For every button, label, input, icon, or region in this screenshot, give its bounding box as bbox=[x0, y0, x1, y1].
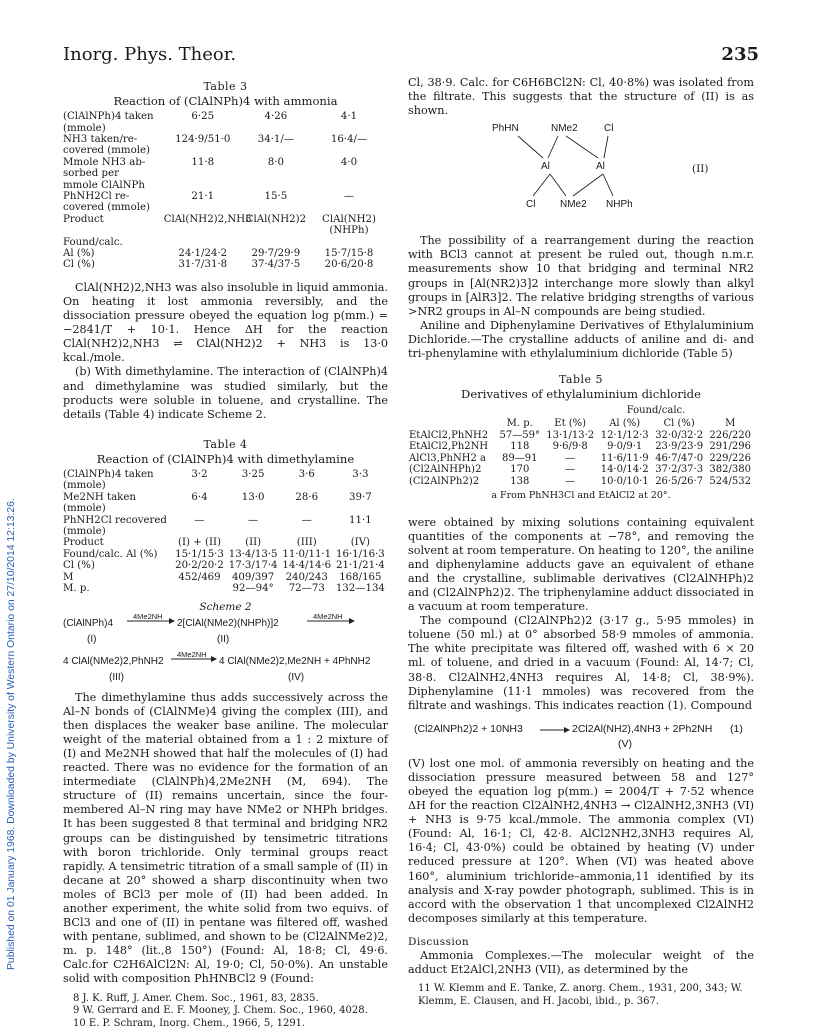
row-label: Me2NH taken (mmole) bbox=[63, 491, 136, 515]
table-cell: — bbox=[301, 514, 312, 526]
table-cell: 14·4/14·6 bbox=[282, 560, 332, 572]
table-cell: 89—91 bbox=[502, 452, 538, 464]
footnote: 9 W. Gerrard and E. F. Mooney, J. Chem. Soc., 1960, 4028. bbox=[73, 1005, 368, 1017]
table-cell: 15·7/15·8 bbox=[324, 248, 374, 260]
table-cell bbox=[174, 526, 226, 537]
equation-number: (1) bbox=[730, 722, 743, 735]
table-row bbox=[63, 145, 388, 156]
column-header: M bbox=[725, 418, 736, 430]
table-cell: — bbox=[343, 191, 355, 203]
table-cell: — bbox=[194, 514, 205, 526]
table-row bbox=[63, 515, 388, 526]
table5-subhead: Found/calc. bbox=[626, 405, 686, 417]
row-label: Product bbox=[63, 213, 104, 225]
table-row bbox=[63, 480, 388, 491]
table-cell: 46·7/47·0 bbox=[655, 452, 704, 464]
table-cell: 72—73 bbox=[288, 583, 325, 595]
paragraph: The possibility of a rearrangement during the reaction with BCl3 cannot at present be ruled out, though n.m.r. measurements show 10 that bridging and terminal NR2 groups in [Al(NR2)3]2 interchange more slowly than alkyl groups in [AlR3]2. The relative bridging strengths of various >NR2 groups in Al–N compounds are being studied. bbox=[408, 234, 754, 318]
scheme-reactant: 4 ClAl(NMe2)2,PhNH2 bbox=[63, 655, 164, 667]
row-label: PhNH2Cl recovered bbox=[63, 514, 167, 526]
atom-label: NMe2 bbox=[560, 199, 587, 211]
table-cell: 3·6 bbox=[298, 469, 315, 480]
table-row bbox=[408, 453, 754, 465]
table-cell: 132—134 bbox=[335, 583, 385, 595]
table-cell bbox=[310, 145, 388, 156]
table-cell bbox=[174, 583, 226, 594]
table-cell: (I) + (II) bbox=[178, 537, 221, 549]
row-label: M bbox=[63, 571, 74, 583]
table-cell bbox=[310, 180, 388, 191]
row-label: Cl (%) bbox=[63, 259, 95, 271]
watermark-text: Published on 01 January 1968. Downloaded by University of Western Ontario on 27/10/2014 12:13:26. bbox=[6, 498, 17, 970]
scheme-product: 4 ClAl(NMe2)2,Me2NH + 4PhNH2 bbox=[219, 655, 371, 667]
paragraph: Cl, 38·9. Calc. for C6H6BCl2N: Cl, 40·8%) was isolated from the filtrate. This suggests that the structure of (II) is as shown. bbox=[408, 76, 754, 118]
right-column bbox=[408, 76, 754, 1008]
paragraph: (V) lost one mol. of ammonia reversibly on heating and the dissociation pressure measured between 58 and 127° obeyed the equation log p(mm.) = 2004/T + 7·52 whence ΔH for the reaction Cl2AlNH2,4NH3 → Cl2AlNH2,3NH3 (VI) + NH3 is 9·75 kcal./mmole. The ammonia complex (VI) (Found: Al, 16·1; Cl, 42·8. AlCl2NH2,3NH3 requires Al, 16·4; Cl, 43·0%) could be obtained by heating (V) under reduced pressure at 120°. When (VI) was heated above 160°, aluminium trichloride–ammonia,11 identified by its analysis and X-ray powder photograph, sublimed. This is in accord with the observation 1 that uncomplexed Cl2AlNH2 decomposes similarly at this temperature. bbox=[408, 756, 754, 925]
atom-label: NHPh bbox=[606, 199, 633, 211]
compound-label: (V) bbox=[618, 737, 632, 750]
table4 bbox=[63, 469, 388, 594]
paragraph: Aniline and Diphenylamine Derivatives of Ethylaluminium Dichloride.—The crystalline adducts of aniline and di- and tri-phenylamine with ethylaluminium dichloride (Table 5) bbox=[408, 318, 754, 361]
page-number: 235 bbox=[721, 44, 759, 65]
table-cell: 20·6/20·8 bbox=[324, 259, 374, 271]
atom-label: Cl bbox=[604, 123, 614, 135]
table3 bbox=[63, 111, 388, 271]
table-cell: ClAl(NH2)2 bbox=[245, 213, 307, 225]
table-cell bbox=[164, 168, 242, 179]
table-row bbox=[63, 123, 388, 134]
table-cell: 10·0/10·1 bbox=[600, 475, 649, 487]
table-cell: 9·0/9·1 bbox=[607, 441, 643, 453]
row-label: (mmole) bbox=[63, 526, 106, 538]
table-cell: (IV) bbox=[350, 537, 371, 549]
table-cell: 3·2 bbox=[191, 469, 208, 480]
row-label: Cl (%) bbox=[63, 560, 95, 572]
table-cell bbox=[281, 480, 333, 491]
table-row bbox=[63, 549, 388, 560]
table-row bbox=[408, 430, 754, 442]
table-row bbox=[63, 469, 388, 480]
row-label: Al (%) bbox=[63, 248, 95, 260]
table-row bbox=[63, 180, 388, 191]
column-header: Cl (%) bbox=[663, 418, 695, 430]
paragraph: (b) With dimethylamine. The interaction of (ClAlNPh)4 and dimethylamine was studied similarly, but the products were soluble in toluene, and crystalline. The details (Table 4) indicate Scheme 2. bbox=[63, 365, 388, 421]
table-cell bbox=[281, 526, 333, 537]
table-row bbox=[63, 526, 388, 537]
table-cell bbox=[242, 202, 310, 213]
scheme-2 bbox=[63, 600, 388, 684]
journal-title: Inorg. Phys. Theor. bbox=[63, 44, 237, 65]
table-cell: 138 bbox=[510, 475, 530, 487]
table-cell: 168/165 bbox=[339, 571, 382, 583]
arrow-reagent: 4Me2NH bbox=[177, 649, 207, 659]
table-cell: 24·1/24·2 bbox=[178, 248, 228, 260]
table-cell: — bbox=[565, 464, 576, 476]
paragraph: The dimethylamine thus adds successively across the Al–N bonds of (ClAlNMe)4 giving the complex (III), and then displaces the weaker base aniline. The molecular weight of the material obtained from a 1 : 2 mixture of (I) and Me2NH showed that half the molecules of (I) had reacted. There was no evidence for the formation of an intermediate (ClAlNPh)4,2Me2NH (M, 694). The structure of (II) remains uncertain, since the four-membered Al–N ring may have NMe2 or NHPh bridges. It has been suggested 8 that terminal and bridging NR2 groups can be distinguished by tensimetric titrations with boron trichloride. Only terminal groups react rapidly. A tensimetric titration of a small sample of (II) in decane at 20° showed a sharp discontinuity when two moles of BCl3 per mole of (II) had been added. In another experiment, the white solid from two equivs. of BCl3 and one of (II) in pentane was filtered off, washed with pentane, sublimed, and shown to be (Cl2AlNMe2)2, m. p. 148° (lit.,8 150°) (Found: Al, 18·8; Cl, 49·6. Calc.for C2H6AlCl2N: Al, 19·0; Cl, 50·0%). An unstable solid with composition PhHNBCl2 9 (Found: bbox=[63, 690, 388, 986]
row-label: NH3 taken/re- bbox=[63, 134, 138, 145]
table-cell: 9·6/9·8 bbox=[552, 441, 588, 453]
table-cell bbox=[242, 237, 310, 248]
table-cell: 28·6 bbox=[295, 491, 319, 503]
table-cell bbox=[164, 202, 242, 213]
table-row bbox=[63, 237, 388, 248]
table-cell: 23·9/23·9 bbox=[655, 441, 704, 453]
compound-label: (I) bbox=[87, 633, 97, 645]
table-cell bbox=[242, 180, 310, 191]
table-cell: 37·2/37·3 bbox=[655, 464, 704, 476]
table-row bbox=[63, 191, 388, 202]
table-row bbox=[63, 111, 388, 122]
table-cell bbox=[226, 480, 281, 491]
table-cell: 452/469 bbox=[178, 571, 221, 583]
table-row bbox=[63, 560, 388, 571]
table-cell bbox=[242, 145, 310, 156]
paragraph: The compound (Cl2AlNPh2)2 (3·17 g., 5·95 mmoles) in toluene (50 ml.) at 0° absorbed 58·9 mmoles of ammonia. The white precipitate was filtered off, washed with 6 × 20 ml. of toluene, and dried in a vacuum (Found: Al, 14·7; Cl, 38·8. Cl2AlNH2,4NH3 requires Al, 14·8; Cl, 38·9%). Diphenylamine (11·1 mmoles) was recovered from the filtrate and washings. This indicates reaction (1). Compound bbox=[408, 614, 754, 712]
left-column bbox=[63, 76, 388, 1030]
table-row bbox=[63, 248, 388, 259]
table-cell: 37·4/37·5 bbox=[251, 259, 301, 271]
row-label: Found/calc. bbox=[63, 236, 123, 248]
table-cell: 291/296 bbox=[709, 441, 751, 453]
table-cell: — bbox=[565, 475, 576, 487]
row-label: covered (mmole) bbox=[63, 202, 150, 214]
table-cell: 11·6/11·9 bbox=[600, 452, 649, 464]
table-cell: 20·2/20·2 bbox=[175, 560, 224, 572]
atom-label: PhHN bbox=[492, 123, 519, 135]
table-cell: 6·4 bbox=[191, 491, 208, 503]
table-row bbox=[408, 464, 754, 476]
table-cell bbox=[164, 237, 242, 248]
row-label: EtAlCl2,Ph2NH bbox=[409, 441, 489, 453]
arrow-reagent: 4Me2NH bbox=[313, 611, 343, 621]
table5 bbox=[408, 418, 754, 487]
footnote: 10 E. P. Schram, Inorg. Chem., 1966, 5, 1291. bbox=[73, 1017, 306, 1029]
table-cell: 6·25 bbox=[191, 111, 215, 123]
row-label: (Cl2AlNHPh)2 bbox=[409, 464, 482, 476]
table-cell: 15·5 bbox=[264, 191, 288, 203]
table-row bbox=[63, 202, 388, 213]
table-cell: 32·0/32·2 bbox=[655, 429, 704, 441]
row-label: mmole ClAlNPh bbox=[63, 179, 145, 191]
table-cell: 16·1/16·3 bbox=[335, 548, 385, 560]
table-cell: 34·1/— bbox=[257, 134, 295, 145]
section-heading: Discussion bbox=[408, 935, 470, 948]
table-cell: 11·0/11·1 bbox=[282, 548, 332, 560]
footnotes bbox=[408, 983, 754, 1008]
column-header bbox=[408, 418, 497, 430]
table-cell bbox=[164, 145, 242, 156]
table-cell: 39·7 bbox=[349, 491, 372, 503]
download-watermark bbox=[2, 90, 24, 970]
table-cell: 29·7/29·9 bbox=[251, 248, 301, 260]
atom-label: Al bbox=[596, 161, 605, 173]
row-label: (Cl2AlNPh2)2 bbox=[409, 475, 480, 487]
reaction-equation-1 bbox=[408, 718, 754, 752]
table-cell: 16·4/— bbox=[330, 134, 368, 145]
table-cell: 13·4/13·5 bbox=[228, 548, 278, 560]
table5-label: Table 5 bbox=[558, 373, 604, 387]
table-cell: 240/243 bbox=[285, 571, 328, 583]
table3-label: Table 3 bbox=[203, 80, 248, 93]
compound-label: (IV) bbox=[288, 671, 305, 683]
table-cell: 13·0 bbox=[241, 491, 265, 503]
table-row bbox=[63, 583, 388, 594]
table-cell: 118 bbox=[510, 441, 530, 453]
row-label: Mmole NH3 ab- bbox=[63, 156, 146, 168]
table4-label: Table 4 bbox=[203, 437, 248, 451]
table-cell bbox=[333, 480, 388, 491]
table-cell bbox=[310, 237, 388, 248]
table-cell: ClAl(NH2)(NHPh) bbox=[322, 213, 376, 237]
table-cell bbox=[333, 526, 388, 537]
footnotes bbox=[63, 993, 388, 1030]
column-header: M. p. bbox=[506, 418, 533, 430]
atom-label: Cl bbox=[526, 199, 536, 211]
footnote: 8 J. K. Ruff, J. Amer. Chem. Soc., 1961, 83, 2835. bbox=[73, 992, 319, 1004]
row-label: (mmole) bbox=[63, 122, 106, 134]
table-cell: 57—59° bbox=[499, 429, 540, 441]
compound-label: (II) bbox=[217, 633, 230, 645]
atom-label: NMe2 bbox=[551, 123, 578, 135]
table-row bbox=[63, 537, 388, 548]
table-cell bbox=[242, 168, 310, 179]
table-cell bbox=[310, 123, 388, 134]
table-cell: 21·1/21·4 bbox=[335, 560, 385, 572]
row-label: Found/calc. Al (%) bbox=[63, 548, 158, 560]
row-label: sorbed per bbox=[63, 168, 119, 180]
table-cell: — bbox=[565, 452, 576, 464]
table-cell: 11·8 bbox=[191, 156, 215, 168]
table-cell: 3·25 bbox=[241, 469, 265, 480]
paragraph: Ammonia Complexes.—The molecular weight of the adduct Et2AlCl,2NH3 (VII), as determined by the bbox=[408, 949, 754, 977]
footnote: 11 W. Klemm and E. Tanke, Z. anorg. Chem., 1931, 200, 343; W. Klemm, E. Clausen, and H. Jacobi, ibid., p. 367. bbox=[418, 983, 743, 1007]
compound-label: (III) bbox=[109, 671, 124, 683]
arrow-reagent: 4Me2NH bbox=[133, 611, 163, 621]
table5-note: a From PhNH3Cl and EtAlCl2 at 20°. bbox=[491, 490, 671, 502]
table-cell: 409/397 bbox=[231, 571, 275, 583]
equation-reactants: (Cl2AlNPh2)2 + 10NH3 bbox=[414, 722, 523, 735]
table-cell: 13·1/13·2 bbox=[546, 429, 595, 441]
row-label: Product bbox=[63, 537, 104, 549]
table-cell bbox=[226, 526, 281, 537]
table-cell: 11·1 bbox=[349, 514, 372, 526]
table-row bbox=[63, 214, 388, 237]
paragraph: ClAl(NH2)2,NH3 was also insoluble in liquid ammonia. On heating it lost ammonia reversibly, and the dissociation pressure obeyed the equation log p(mm.) = −2841/T + 10·1. Hence ΔH for the reaction ClAl(NH2)2,NH3 ⇌ ClAl(NH2)2 + NH3 is 13·0 kcal./mole. bbox=[63, 280, 388, 365]
table-cell: 3·3 bbox=[352, 469, 369, 480]
structure-diagram-II bbox=[408, 122, 754, 222]
column-header: Et (%) bbox=[554, 418, 587, 430]
row-label: covered (mmole) bbox=[63, 145, 150, 157]
scheme-reactant: (ClAlNPh)4 bbox=[63, 617, 114, 629]
table-cell bbox=[310, 202, 388, 213]
table-row bbox=[63, 259, 388, 270]
compound-label: (II) bbox=[692, 163, 709, 176]
table-cell: 4·26 bbox=[264, 111, 288, 123]
table-cell bbox=[174, 480, 226, 491]
table-row bbox=[408, 441, 754, 453]
table-cell: 124·9/51·0 bbox=[175, 134, 231, 145]
table-cell: — bbox=[248, 514, 259, 526]
table-row bbox=[408, 476, 754, 488]
table-cell: 382/380 bbox=[709, 464, 751, 476]
table4-caption: Reaction of (ClAlNPh)4 with dimethylamine bbox=[96, 451, 355, 466]
table-cell: 8·0 bbox=[267, 156, 284, 168]
row-label: AlCl3,PhNH2 a bbox=[409, 452, 486, 464]
table-row bbox=[63, 168, 388, 179]
table-cell bbox=[242, 123, 310, 134]
paragraph: were obtained by mixing solutions containing equivalent quantities of the components at −78°, and removing the solvent at room temperature. On heating to 120°, the aniline and diphenylamine adducts gave an equivalent of ethane and the crystalline, sublimable derivatives (Cl2AlNHPh)2 and (Cl2AlNPh2)2. The triphenylamine adduct dissociated in a vacuum at room temperature. bbox=[408, 515, 754, 614]
table-cell: 31·7/31·8 bbox=[178, 259, 228, 271]
equation-products: 2Cl2Al(NH2),4NH3 + 2Ph2NH bbox=[572, 722, 713, 735]
table5-caption: Derivatives of ethylaluminium dichloride bbox=[461, 387, 701, 402]
scheme-product: 2[ClAl(NMe2)(NHPh)]2 bbox=[177, 617, 279, 629]
table3-caption: Reaction of (ClAlNPh)4 with ammonia bbox=[113, 94, 338, 109]
page-header bbox=[63, 44, 759, 72]
table-cell bbox=[310, 168, 388, 179]
table-row bbox=[63, 492, 388, 515]
table-cell: 12·1/12·3 bbox=[600, 429, 649, 441]
table-cell: 4·1 bbox=[340, 111, 358, 123]
table-row bbox=[63, 134, 388, 145]
atom-label: Al bbox=[541, 161, 550, 173]
table-cell: 14·0/14·2 bbox=[600, 464, 649, 476]
table-cell: 226/220 bbox=[709, 429, 751, 441]
table-cell: 92—94° bbox=[232, 583, 274, 595]
row-label: (mmole) bbox=[63, 480, 106, 492]
table-cell: (III) bbox=[296, 537, 317, 549]
row-label: (ClAlNPh)4 taken bbox=[63, 469, 154, 480]
table-cell: 229/226 bbox=[709, 452, 751, 464]
table-cell: (II) bbox=[245, 537, 262, 549]
table-cell: 17·3/17·4 bbox=[228, 560, 278, 572]
table-cell bbox=[164, 123, 242, 134]
row-label: (ClAlNPh)4 taken bbox=[63, 111, 154, 123]
table-cell: 26·5/26·7 bbox=[655, 475, 704, 487]
table-cell bbox=[164, 180, 242, 191]
table-cell: 21·1 bbox=[191, 191, 215, 203]
scheme-title: Scheme 2 bbox=[199, 601, 252, 614]
row-label: PhNH2Cl re- bbox=[63, 191, 130, 203]
reaction-arrow bbox=[540, 725, 570, 735]
table-cell: 170 bbox=[510, 464, 530, 476]
column-header: Al (%) bbox=[609, 418, 641, 430]
table-cell: 4·0 bbox=[340, 156, 358, 168]
table-cell: ClAl(NH2)2,NH3 bbox=[163, 213, 252, 225]
table-cell: 15·1/15·3 bbox=[175, 548, 224, 560]
row-label: EtAlCl2,PhNH2 bbox=[409, 429, 489, 441]
table-row bbox=[63, 157, 388, 168]
table-cell: 524/532 bbox=[709, 475, 751, 487]
table-row bbox=[63, 572, 388, 583]
row-label: M. p. bbox=[63, 583, 90, 595]
